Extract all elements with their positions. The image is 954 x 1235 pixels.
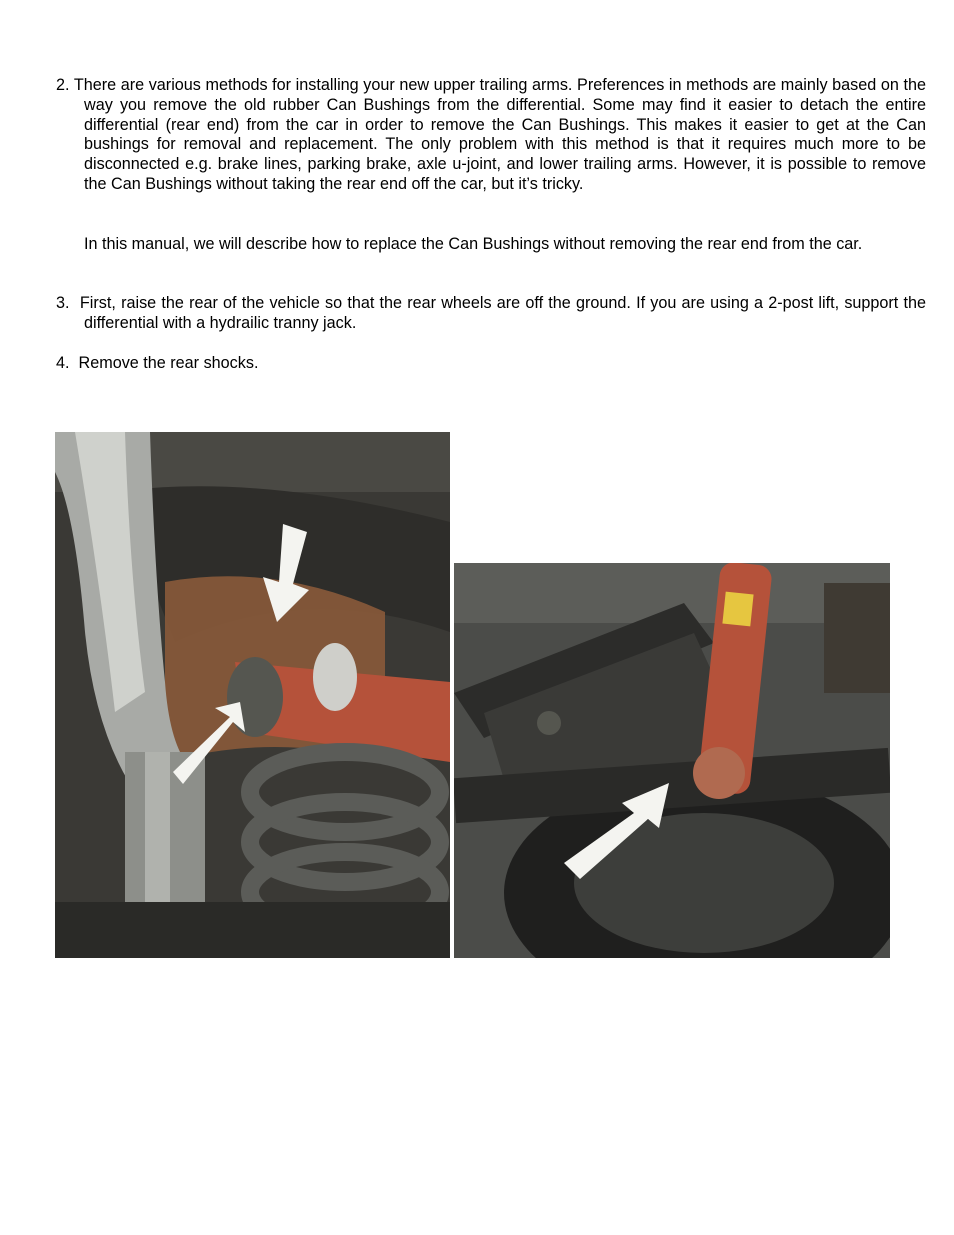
step-2-text: There are various methods for installing your new upper trailing arms. Preferences in methods are mainly based on the way you remove the old rubber Can Bushings from the differential. Some may find it easier to detach the entire differential (rear end) from the car in order to remove the Can Bushings. This makes it easier to get at the Can bushings for removal and replacement. The only problem with this method is that it requires much more to be disconnected e.g. brake lines, parking brake, axle u-joint, and lower trailing arms. However, it is possible to remove the Can Bushings without taking the rear end off the car, but it’s tricky. [73, 76, 926, 193]
step-2 [56, 76, 926, 195]
step-2-number: 2. [56, 76, 70, 94]
step-3-number: 3. [56, 294, 70, 312]
step-3 [56, 294, 926, 334]
rear-shock-mount-photo [454, 563, 890, 958]
step-4-number: 4. [56, 354, 70, 372]
step-2-note: In this manual, we will describe how to replace the Can Bushings without removing the rear end from the car. [84, 235, 863, 253]
can-bushing-underside-photo [55, 432, 450, 958]
step-4-text: Remove the rear shocks. [78, 354, 259, 372]
step-3-text: First, raise the rear of the vehicle so that the rear wheels are off the ground. If you are using a 2-post lift, support the differential with a hydrailic tranny jack. [79, 294, 927, 332]
step-4 [56, 354, 898, 374]
